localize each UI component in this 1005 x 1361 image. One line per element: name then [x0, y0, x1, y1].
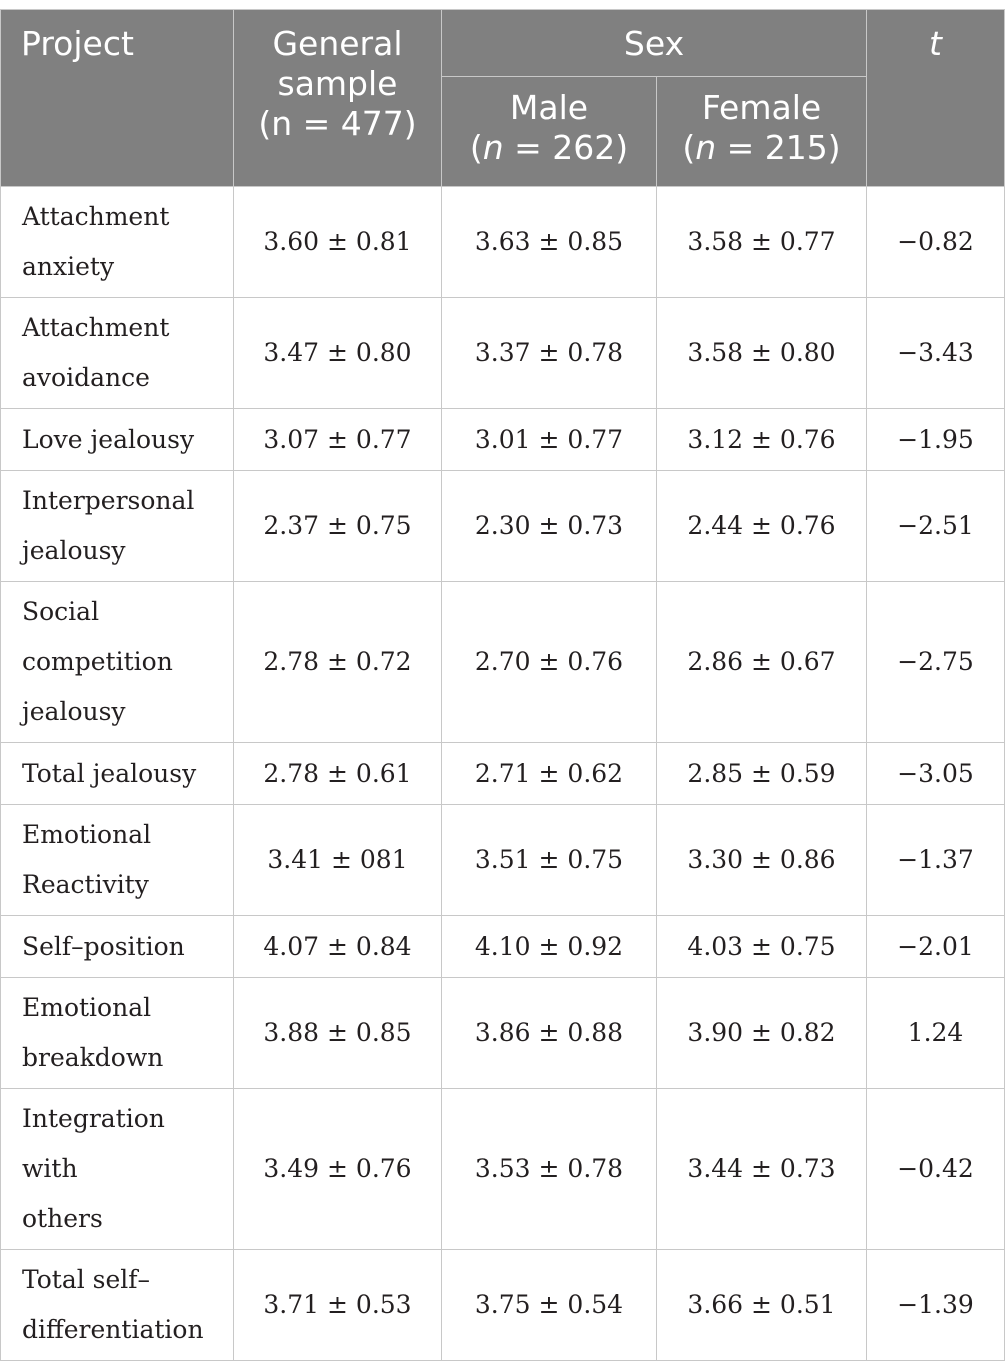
row-project: Attachment avoidance	[1, 298, 234, 409]
table-row	[1, 978, 1005, 1089]
row-t: −2.51	[867, 471, 1005, 582]
table-header	[1, 10, 1005, 187]
row-t: −0.82	[867, 187, 1005, 298]
row-t: 1.24	[867, 978, 1005, 1089]
row-project: Emotional breakdown	[1, 978, 234, 1089]
row-male: 3.86 ± 0.88	[442, 978, 657, 1089]
row-project: Social competition jealousy	[1, 582, 234, 743]
header-sex: Sex	[442, 10, 867, 77]
row-general: 2.78 ± 0.61	[234, 743, 442, 805]
row-male: 2.30 ± 0.73	[442, 471, 657, 582]
row-male: 3.01 ± 0.77	[442, 409, 657, 471]
row-general: 3.88 ± 0.85	[234, 978, 442, 1089]
row-project: Emotional Reactivity	[1, 805, 234, 916]
row-male: 3.53 ± 0.78	[442, 1089, 657, 1250]
table-row	[1, 916, 1005, 978]
row-general: 3.41 ± 081	[234, 805, 442, 916]
row-project: Love jealousy	[1, 409, 234, 471]
row-t: −1.95	[867, 409, 1005, 471]
row-female: 3.12 ± 0.76	[657, 409, 867, 471]
row-general: 2.78 ± 0.72	[234, 582, 442, 743]
row-t: −1.37	[867, 805, 1005, 916]
row-general: 3.07 ± 0.77	[234, 409, 442, 471]
row-female: 3.58 ± 0.80	[657, 298, 867, 409]
row-general: 4.07 ± 0.84	[234, 916, 442, 978]
row-general: 3.47 ± 0.80	[234, 298, 442, 409]
row-male: 2.70 ± 0.76	[442, 582, 657, 743]
row-male: 4.10 ± 0.92	[442, 916, 657, 978]
row-project: Total self– differentiation	[1, 1250, 234, 1361]
row-female: 2.44 ± 0.76	[657, 471, 867, 582]
row-female: 4.03 ± 0.75	[657, 916, 867, 978]
row-t: −2.01	[867, 916, 1005, 978]
row-male: 2.71 ± 0.62	[442, 743, 657, 805]
results-table	[0, 9, 1005, 1361]
row-male: 3.51 ± 0.75	[442, 805, 657, 916]
row-male: 3.63 ± 0.85	[442, 187, 657, 298]
row-female: 3.66 ± 0.51	[657, 1250, 867, 1361]
table-row	[1, 743, 1005, 805]
row-t: −2.75	[867, 582, 1005, 743]
table-row	[1, 409, 1005, 471]
row-female: 3.44 ± 0.73	[657, 1089, 867, 1250]
row-project: Integration with others	[1, 1089, 234, 1250]
row-male: 3.37 ± 0.78	[442, 298, 657, 409]
row-general: 3.71 ± 0.53	[234, 1250, 442, 1361]
row-female: 2.86 ± 0.67	[657, 582, 867, 743]
table-row	[1, 471, 1005, 582]
row-t: −1.39	[867, 1250, 1005, 1361]
row-female: 3.30 ± 0.86	[657, 805, 867, 916]
row-general: 3.49 ± 0.76	[234, 1089, 442, 1250]
row-female: 2.85 ± 0.59	[657, 743, 867, 805]
table-body	[1, 187, 1005, 1361]
row-project: Interpersonal jealousy	[1, 471, 234, 582]
table-row	[1, 298, 1005, 409]
header-general-sample: General sample (n = 477)	[234, 10, 442, 187]
table-row	[1, 805, 1005, 916]
header-male: Male (n = 262)	[442, 77, 657, 187]
table-row	[1, 1250, 1005, 1361]
row-project: Attachment anxiety	[1, 187, 234, 298]
table-row	[1, 582, 1005, 743]
row-project: Total jealousy	[1, 743, 234, 805]
row-t: −3.43	[867, 298, 1005, 409]
row-female: 3.58 ± 0.77	[657, 187, 867, 298]
header-t: t	[867, 10, 1005, 187]
row-general: 3.60 ± 0.81	[234, 187, 442, 298]
row-project: Self–position	[1, 916, 234, 978]
row-general: 2.37 ± 0.75	[234, 471, 442, 582]
table-row	[1, 1089, 1005, 1250]
table-row	[1, 187, 1005, 298]
header-female: Female (n = 215)	[657, 77, 867, 187]
row-t: −0.42	[867, 1089, 1005, 1250]
row-male: 3.75 ± 0.54	[442, 1250, 657, 1361]
header-project: Project	[1, 10, 234, 187]
row-female: 3.90 ± 0.82	[657, 978, 867, 1089]
row-t: −3.05	[867, 743, 1005, 805]
